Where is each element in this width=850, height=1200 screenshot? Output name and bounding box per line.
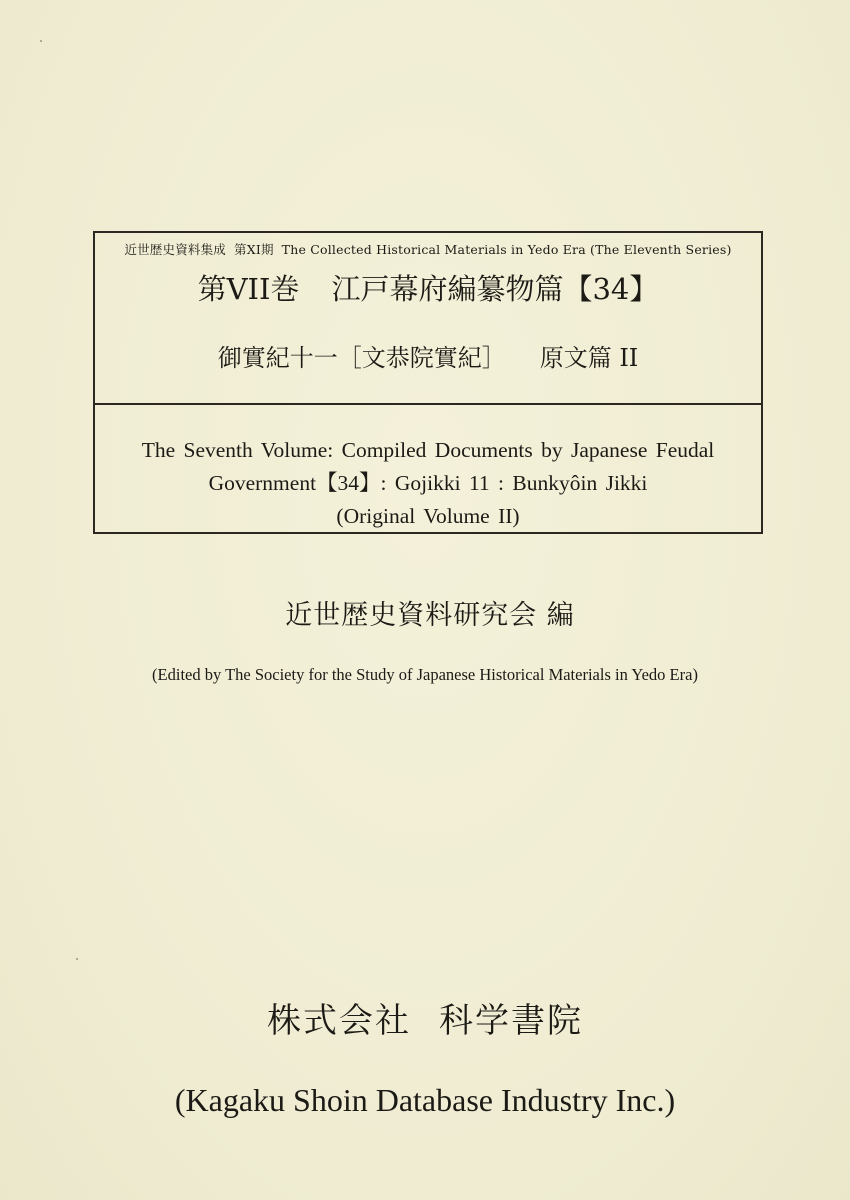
- series-en: The Collected Historical Materials in Yedo Era (The Eleventh Series): [281, 242, 732, 257]
- paper-speck: [40, 40, 42, 42]
- series-jp: 近世歴史資料集成: [124, 242, 227, 257]
- subtitle-line: [95, 338, 761, 373]
- title-box: [93, 231, 763, 534]
- editor-jp: 近世歴史資料研究会 編: [285, 600, 575, 631]
- publisher-en: (Kagaku Shoin Database Industry Inc.): [174, 1082, 676, 1118]
- english-title: [95, 434, 761, 533]
- english-title-line1: The Seventh Volume: Compiled Documents by Japanese Feudal: [141, 438, 715, 462]
- subtitle-part: 原文篇 II: [539, 344, 639, 372]
- paper-speck: [76, 958, 78, 960]
- series-line: [95, 240, 761, 258]
- publisher-type: 株式会社: [267, 1001, 411, 1041]
- series-period: 第XI期: [234, 242, 274, 257]
- english-title-line2: Government【34】: Gojikki 11 : Bunkyôin Jikki: [208, 471, 648, 495]
- publisher-jp: [0, 993, 850, 1042]
- editor-en: (Edited by The Society for the Study of Japanese Historical Materials in Yedo Era): [152, 665, 698, 684]
- subtitle-main: 御實紀十一［文恭院實紀］: [217, 344, 506, 372]
- publisher-name: 科学書院: [439, 1001, 583, 1041]
- box-divider: [95, 403, 761, 405]
- volume-title: 江戸幕府編纂物篇【34】: [331, 272, 659, 306]
- volume-line: [95, 267, 761, 308]
- volume-number: 第VII巻: [197, 272, 300, 306]
- english-title-line3: (Original Volume II): [336, 504, 520, 528]
